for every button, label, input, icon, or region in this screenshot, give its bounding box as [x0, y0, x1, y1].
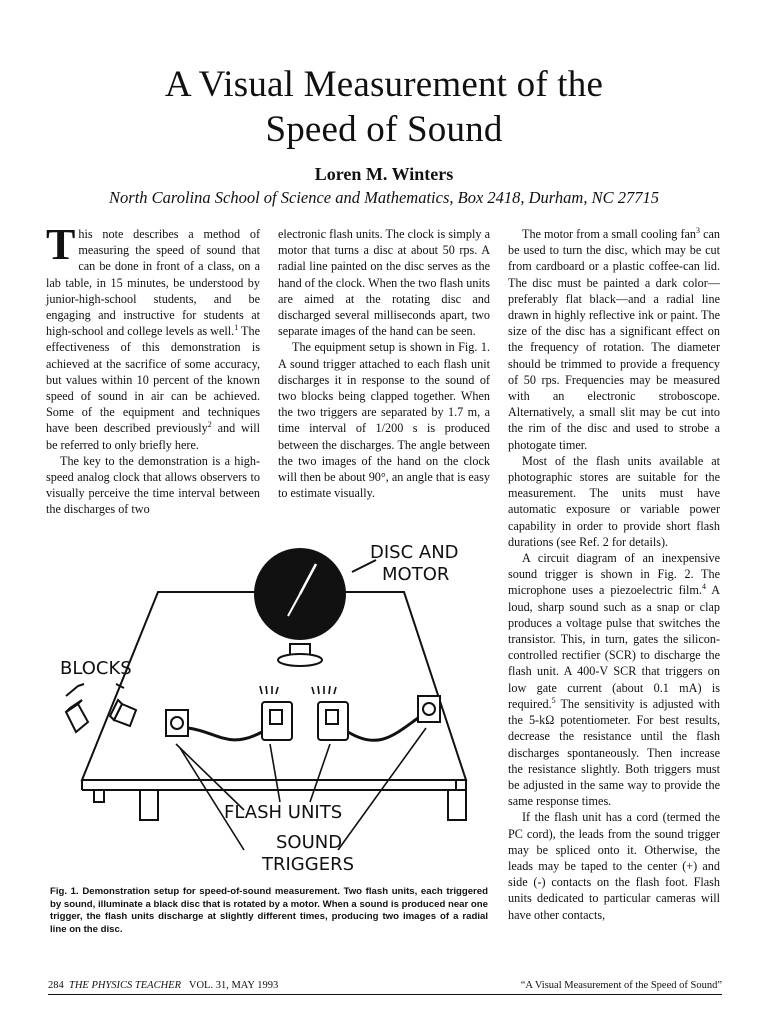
label-triggers: TRIGGERS — [262, 854, 355, 875]
caption-label: Fig. 1. — [50, 886, 79, 897]
column-2 — [278, 226, 490, 501]
setup-illustration — [48, 536, 488, 880]
column-3 — [508, 226, 720, 923]
text-run: can be used to turn the disc, which may be cut from cardboard or a plastic coffee-can lid. The disc must be painted a dark color—preferably flat black—and a radial line drawn in highly reflective ink or paint. The size of the disc has a significant effect on the frequency of rotation. The diameter should be trimmed to provide a frequency of 50 rps. Frequencies may be measured with an electronic stroboscope. Alternatively, a small slit may be cut into the rim of the disc and used to strobe a photogate timer. — [508, 227, 720, 452]
text-run: The motor from a small cooling fan — [522, 227, 697, 241]
paragraph: If the flash unit has a cord (termed the PC cord), the leads from the sound trigger may be spliced onto it. Otherwise, the leads may be taped to the center (+) and side (-) contacts on the flash foot. Flash units dedicated to particular cameras will have other contacts, — [508, 810, 720, 922]
label-disc-and: DISC AND — [370, 542, 459, 563]
title-line-2: Speed of Sound — [265, 109, 503, 150]
article-title — [0, 62, 768, 152]
paragraph: The equipment setup is shown in Fig. 1. A sound trigger attached to each flash unit discharges it in response to the sound of two blocks being clapped together. When the two triggers are separated by 1.7 m, a time interval of 1/200 s is produced between the discharges. The angle between the two images of the hand on the clock will then be about 90°, an angle that is easy to estimate visually. — [278, 340, 491, 501]
paragraph — [508, 550, 720, 809]
footnote-ref: 5 — [551, 695, 556, 705]
text-run: The effectiveness of this demonstration is achieved at the sacrifice of some accuracy, but values within 10 percent of the known speed of sound in air can be achieved. Some of the equipment and techniques have been described previously — [46, 324, 260, 436]
paragraph: The key to the demonstration is a high-speed analog clock that allows observers to visually perceive the time interval between the discharges of two — [46, 453, 260, 517]
caption-text: Demonstration setup for speed-of-sound measurement. Two flash units, each triggered by sound, illuminate a black disc that is rotated by a motor. When a sound is produced near one trigger, the flash units discharge at slightly different times, producing two images of a radial line on the disc. — [50, 886, 488, 935]
label-flash-units: FLASH UNITS — [224, 802, 343, 823]
label-sound: SOUND — [276, 832, 343, 853]
text-run: his note describes a method of measuring the speed of sound that can be done in front of a class, on a lab table, in 15 minutes, be understood by junior-high-school students, and be engaging and instructive for students at high-school and college levels as well. — [46, 227, 260, 339]
footnote-ref: 3 — [696, 225, 701, 235]
label-motor: MOTOR — [382, 564, 450, 585]
table-leg — [448, 790, 466, 820]
footnote-ref: 1 — [234, 323, 239, 333]
paragraph — [46, 220, 260, 453]
figure-caption — [50, 886, 488, 936]
text-run: A circuit diagram of an inexpensive sound trigger is shown in Fig. 2. The microphone uses a piezoelectric film. — [508, 551, 720, 598]
author-affiliation: North Carolina School of Science and Mathematics, Box 2418, Durham, NC 27715 — [109, 188, 659, 207]
footnote-ref: 4 — [701, 582, 706, 592]
journal-name: THE PHYSICS TEACHER — [69, 980, 182, 991]
footer-left — [48, 980, 278, 991]
page-footer — [48, 980, 722, 995]
table-leg — [456, 780, 466, 790]
table-leg — [94, 790, 104, 802]
paragraph: electronic flash units. The clock is simply a motor that turns a disc at about 50 rps. A radial line painted on the disc serves as the hand of the clock. When the two flash units are aimed at the rotating disc and discharged several milliseconds apart, two separate images of the hand can be seen. — [278, 227, 490, 339]
text-run: A loud, sharp sound such as a snap or clap produces a voltage pulse that switches the transistor. This, in turn, gates the silicon-controlled rectifier (SCR) to discharge the flash unit. A 400-V SCR that triggers on low gate current (about 0.1 mA) is required. — [508, 583, 720, 711]
column-1 — [46, 220, 260, 518]
text-run: and will be referred to only briefly here. — [46, 421, 260, 452]
title-line-1: A Visual Measurement of the — [164, 64, 604, 105]
author-name: Loren M. Winters — [314, 164, 454, 184]
paragraph — [508, 226, 720, 453]
text-run: The sensitivity is adjusted with the 5-kΩ potentiometer. For best results, decrease the resistance until the flash discharges spontaneously. Then increase the resistance slightly. Both triggers must be adjusted in the same way to provide the same response times. — [508, 696, 720, 809]
drop-cap: T — [46, 220, 76, 269]
footnote-ref: 2 — [207, 420, 212, 430]
volume-info: VOL. 31, MAY 1993 — [188, 980, 279, 991]
running-title: “A Visual Measurement of the Speed of Sound” — [520, 980, 722, 991]
page-number: 284 — [48, 980, 64, 991]
figure-1 — [48, 536, 488, 880]
label-blocks: BLOCKS — [60, 658, 132, 679]
table-leg — [140, 790, 158, 820]
paragraph: Most of the flash units available at photographic stores are suitable for the measurement. The units must have automatic exposure or variable power capability in order to provide short flash durations (see Ref. 2 for details). — [508, 453, 720, 549]
